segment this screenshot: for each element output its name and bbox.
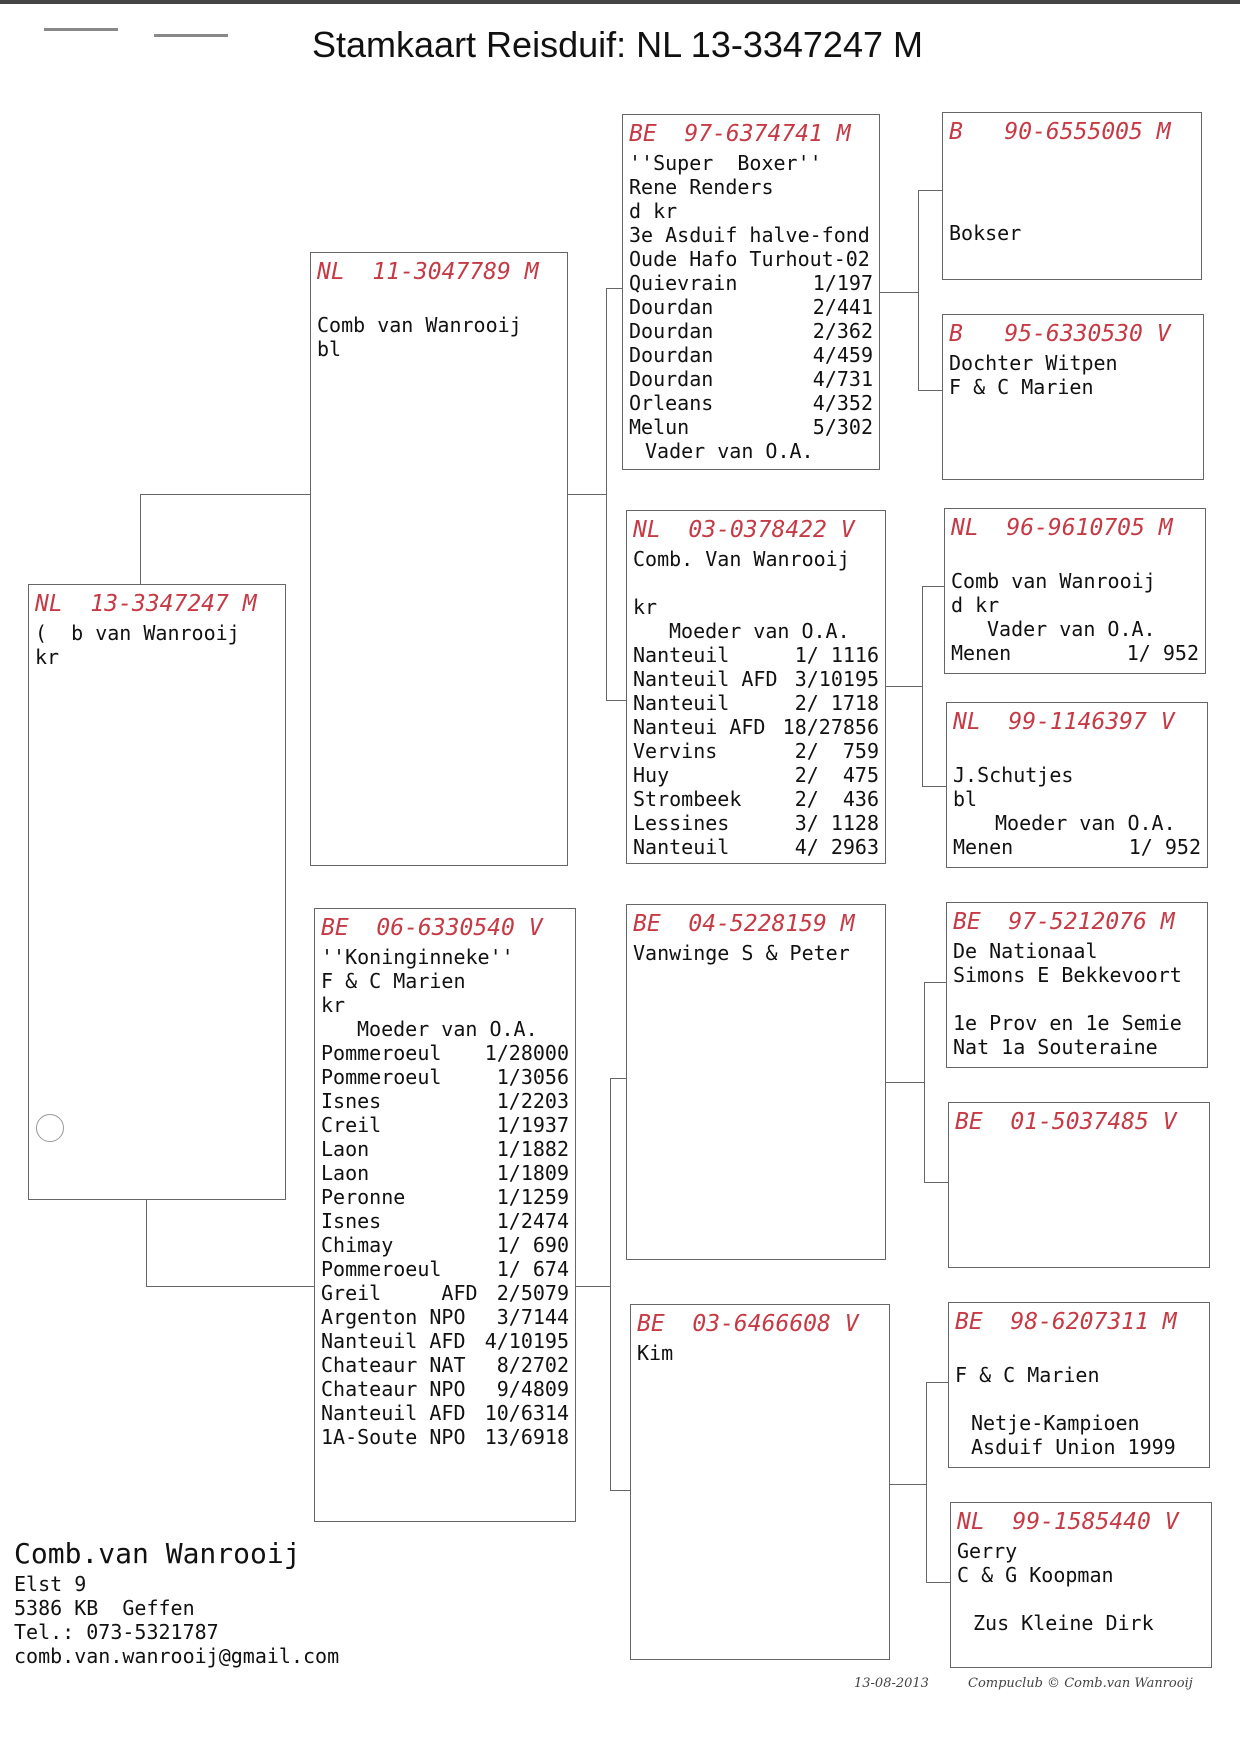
- result-row: [633, 787, 879, 811]
- pigeon-card-sd-sire: [944, 508, 1206, 674]
- result-position: 1/3056: [496, 1065, 569, 1089]
- info-line: Oude Hafo Turhout-02: [629, 247, 870, 271]
- info-line: 3e Asduif halve-fond: [629, 223, 870, 247]
- result-position: 3/7144: [496, 1305, 569, 1329]
- info-line: [949, 197, 1195, 221]
- ring-number: BE 06-6330540 V: [321, 915, 543, 941]
- connector: [576, 1286, 610, 1287]
- result-place: Huy: [633, 763, 670, 787]
- ring-number: B 90-6555005 M: [949, 119, 1171, 145]
- result-row: [633, 739, 879, 763]
- info-line: C & G Koopman: [957, 1563, 1114, 1587]
- result-position: 2/362: [812, 319, 873, 343]
- result-position: 18/27856: [782, 715, 879, 739]
- result-row: [321, 1161, 569, 1185]
- info-line: Nat 1a Souteraine: [953, 1035, 1158, 1059]
- info-line: d kr: [629, 199, 678, 223]
- result-row: [629, 343, 873, 367]
- info-line: ''Koninginneke'': [321, 945, 514, 969]
- ring-number: BE 04-5228159 M: [633, 911, 855, 937]
- info-line: Dochter Witpen: [949, 351, 1118, 375]
- scan-top-edge: [0, 0, 1240, 4]
- result-row: [951, 641, 1199, 665]
- info-line: [633, 571, 879, 595]
- result-position: 1/2474: [496, 1209, 569, 1233]
- connector: [924, 1182, 948, 1183]
- pigeon-card-ds-dam: [948, 1102, 1210, 1268]
- result-place: Creil: [321, 1113, 382, 1137]
- result-position: 10/6314: [484, 1401, 569, 1425]
- pigeon-card-dd-dam: [950, 1502, 1212, 1668]
- info-line: F & C Marien: [321, 969, 466, 993]
- result-row: [321, 1305, 569, 1329]
- ring-number: NL 03-0378422 V: [633, 517, 855, 543]
- result-place: Nanteuil AFD: [321, 1401, 466, 1425]
- info-line: [957, 1587, 1205, 1611]
- result-row: [629, 391, 873, 415]
- result-position: 1/ 952: [1126, 641, 1199, 665]
- result-place: Nanteuil: [633, 691, 730, 715]
- result-place: Laon: [321, 1137, 370, 1161]
- connector: [918, 190, 942, 191]
- note-line: Moeder van O.A.: [357, 1017, 538, 1041]
- connector: [926, 1582, 950, 1583]
- ring-number: NL 13-3347247 M: [35, 591, 257, 617]
- owner-name: Comb.van Wanrooij: [14, 1537, 301, 1570]
- info-line: bl: [317, 337, 342, 361]
- result-place: Pommeroeul: [321, 1065, 442, 1089]
- page-title: Stamkaart Reisduif: NL 13-3347247 M: [312, 24, 923, 65]
- info-line: kr: [35, 645, 60, 669]
- info-line: Rene Renders: [629, 175, 774, 199]
- owner-block: [14, 1536, 339, 1668]
- result-position: 4/459: [812, 343, 873, 367]
- result-position: 4/731: [812, 367, 873, 391]
- pigeon-card-subject: [28, 584, 286, 1200]
- info-line: Asduif Union 1999: [971, 1435, 1176, 1459]
- result-place: Chimay: [321, 1233, 394, 1257]
- result-place: Menen: [953, 835, 1014, 859]
- ring-number: BE 03-6466608 V: [637, 1311, 859, 1337]
- result-place: Nanteuil: [633, 835, 730, 859]
- info-line: Comb. Van Wanrooij: [633, 547, 850, 571]
- connector: [926, 1382, 948, 1383]
- pigeon-card-dd-sire: [948, 1302, 1210, 1468]
- connector: [886, 1082, 924, 1083]
- result-row: [629, 271, 873, 295]
- connector: [922, 586, 944, 587]
- info-line: [949, 173, 1195, 197]
- info-line: Kim: [637, 1341, 674, 1365]
- result-position: 1/ 1116: [794, 643, 879, 667]
- connector: [146, 1200, 147, 1286]
- info-line: Vanwinge S & Peter: [633, 941, 850, 965]
- result-row: [633, 643, 879, 667]
- info-line: [949, 149, 1195, 173]
- connector: [610, 1078, 626, 1079]
- info-line: F & C Marien: [949, 375, 1094, 399]
- info-line: Simons E Bekkevoort: [953, 963, 1182, 987]
- result-place: Orleans: [629, 391, 714, 415]
- result-position: 1/ 690: [496, 1233, 569, 1257]
- footer-credit: Compuclub © Comb.van Wanrooij: [968, 1676, 1193, 1691]
- info-line: Netje-Kampioen: [971, 1411, 1140, 1435]
- result-place: Chateaur NPO: [321, 1377, 466, 1401]
- result-position: 4/ 2963: [794, 835, 879, 859]
- info-line: [955, 1387, 1203, 1411]
- note-line: Vader van O.A.: [645, 439, 814, 463]
- info-line: kr: [321, 993, 346, 1017]
- ring-number: B 95-6330530 V: [949, 321, 1171, 347]
- result-place: Strombeek: [633, 787, 742, 811]
- result-position: 1/1937: [496, 1113, 569, 1137]
- result-row: [633, 835, 879, 859]
- result-row: [321, 1113, 569, 1137]
- result-place: Lessines: [633, 811, 730, 835]
- result-position: 1/1809: [496, 1161, 569, 1185]
- info-line: De Nationaal: [953, 939, 1098, 963]
- ring-number: BE 97-5212076 M: [953, 909, 1175, 935]
- result-place: Pommeroeul: [321, 1041, 442, 1065]
- result-position: 3/ 1128: [794, 811, 879, 835]
- result-place: Peronne: [321, 1185, 406, 1209]
- info-line: [951, 545, 1199, 569]
- connector: [922, 786, 946, 787]
- result-row: [633, 667, 879, 691]
- result-place: Chateaur NAT: [321, 1353, 466, 1377]
- ring-number: NL 99-1585440 V: [957, 1509, 1179, 1535]
- result-row: [629, 319, 873, 343]
- owner-street: Elst 9: [14, 1572, 87, 1596]
- result-position: 2/5079: [496, 1281, 569, 1305]
- result-position: 9/4809: [496, 1377, 569, 1401]
- connector: [890, 1484, 926, 1485]
- ring-number: NL 96-9610705 M: [951, 515, 1173, 541]
- result-place: Nanteuil: [633, 643, 730, 667]
- pigeon-card-dam-sire: [626, 904, 886, 1260]
- result-place: Dourdan: [629, 367, 714, 391]
- info-line: J.Schutjes: [953, 763, 1074, 787]
- result-position: 2/ 436: [794, 787, 879, 811]
- result-row: [321, 1401, 569, 1425]
- result-position: 4/352: [812, 391, 873, 415]
- info-line: [955, 1339, 1203, 1363]
- result-row: [321, 1185, 569, 1209]
- result-row: [633, 811, 879, 835]
- connector: [140, 494, 310, 495]
- result-position: 1/ 674: [496, 1257, 569, 1281]
- pigeon-card-dam: [314, 908, 576, 1522]
- info-line: [317, 289, 561, 313]
- info-line: Bokser: [949, 221, 1022, 245]
- info-line: Comb van Wanrooij: [951, 569, 1156, 593]
- connector: [610, 1078, 611, 1490]
- info-line: 1e Prov en 1e Semie: [953, 1011, 1182, 1035]
- result-place: Pommeroeul: [321, 1257, 442, 1281]
- connector: [146, 1286, 314, 1287]
- pigeon-card-ss-dam: [942, 314, 1204, 480]
- print-date: 13-08-2013: [854, 1676, 929, 1691]
- connector: [606, 288, 622, 289]
- ring-number: NL 11-3047789 M: [317, 259, 539, 285]
- connector: [606, 288, 607, 700]
- connector: [924, 982, 925, 1182]
- connector: [610, 1490, 630, 1491]
- result-position: 1/2203: [496, 1089, 569, 1113]
- connector: [140, 494, 141, 584]
- result-place: Dourdan: [629, 319, 714, 343]
- result-place: Menen: [951, 641, 1012, 665]
- result-position: 13/6918: [484, 1425, 569, 1449]
- info-line: kr: [633, 595, 658, 619]
- result-row: [321, 1233, 569, 1257]
- connector: [880, 292, 918, 293]
- result-row: [321, 1089, 569, 1113]
- result-place: Nanteui AFD: [633, 715, 766, 739]
- pigeon-card-sire-dam: [626, 510, 886, 864]
- ring-number: BE 97-6374741 M: [629, 121, 851, 147]
- result-row: [321, 1209, 569, 1233]
- result-row: [629, 367, 873, 391]
- result-row: [321, 1041, 569, 1065]
- connector: [922, 586, 923, 786]
- result-row: [633, 715, 879, 739]
- result-row: [629, 295, 873, 319]
- result-row: [633, 763, 879, 787]
- ring-number: NL 99-1146397 V: [953, 709, 1175, 735]
- result-position: 1/28000: [484, 1041, 569, 1065]
- info-line: [953, 739, 1201, 763]
- result-position: 1/ 952: [1128, 835, 1201, 859]
- pigeon-card-sire-sire: [622, 114, 880, 470]
- result-row: [321, 1329, 569, 1353]
- connector: [606, 700, 626, 701]
- ring-number: BE 98-6207311 M: [955, 1309, 1177, 1335]
- owner-phone: Tel.: 073-5321787: [14, 1620, 219, 1644]
- result-place: Vervins: [633, 739, 718, 763]
- owner-email: comb.van.wanrooij@gmail.com: [14, 1644, 340, 1668]
- result-position: 3/10195: [794, 667, 879, 691]
- result-place: Laon: [321, 1161, 370, 1185]
- info-line: d kr: [951, 593, 1000, 617]
- result-position: 2/ 759: [794, 739, 879, 763]
- result-row: [321, 1425, 569, 1449]
- info-line: Zus Kleine Dirk: [973, 1611, 1154, 1635]
- info-line: ''Super Boxer'': [629, 151, 822, 175]
- result-position: 1/1259: [496, 1185, 569, 1209]
- connector: [926, 1382, 927, 1582]
- note-line: Moeder van O.A.: [669, 619, 850, 643]
- connector: [568, 494, 606, 495]
- result-position: 2/ 1718: [794, 691, 879, 715]
- ring-number: BE 01-5037485 V: [955, 1109, 1177, 1135]
- info-line: F & C Marien: [955, 1363, 1100, 1387]
- info-line: Gerry: [957, 1539, 1018, 1563]
- result-position: 1/197: [812, 271, 873, 295]
- note-line: Vader van O.A.: [987, 617, 1156, 641]
- result-position: 2/ 475: [794, 763, 879, 787]
- result-row: [629, 415, 873, 439]
- result-position: 8/2702: [496, 1353, 569, 1377]
- pigeon-card-dam-dam: [630, 1304, 890, 1660]
- pigeon-card-sd-dam: [946, 702, 1208, 868]
- pigeon-card-sire: [310, 252, 568, 866]
- result-position: 1/1882: [496, 1137, 569, 1161]
- result-position: 5/302: [812, 415, 873, 439]
- info-line: [953, 987, 1201, 1011]
- owner-city: 5386 KB Geffen: [14, 1596, 195, 1620]
- result-row: [633, 691, 879, 715]
- scan-mark: [44, 28, 118, 31]
- result-position: 4/10195: [484, 1329, 569, 1353]
- connector: [924, 982, 946, 983]
- result-place: Greil AFD: [321, 1281, 478, 1305]
- result-place: Dourdan: [629, 295, 714, 319]
- result-row: [321, 1257, 569, 1281]
- result-place: Isnes: [321, 1209, 382, 1233]
- connector: [918, 390, 942, 391]
- result-place: Argenton NPO: [321, 1305, 466, 1329]
- result-place: Isnes: [321, 1089, 382, 1113]
- result-row: [953, 835, 1201, 859]
- result-position: 2/441: [812, 295, 873, 319]
- result-row: [321, 1281, 569, 1305]
- info-line: bl: [953, 787, 978, 811]
- connector: [918, 190, 919, 390]
- result-place: 1A-Soute NPO: [321, 1425, 466, 1449]
- pigeon-card-ss-sire: [942, 112, 1202, 280]
- result-row: [321, 1377, 569, 1401]
- result-place: Nanteuil AFD: [321, 1329, 466, 1353]
- result-row: [321, 1065, 569, 1089]
- note-line: Moeder van O.A.: [995, 811, 1176, 835]
- result-row: [321, 1137, 569, 1161]
- punch-hole: [36, 1114, 64, 1142]
- result-place: Dourdan: [629, 343, 714, 367]
- result-place: Melun: [629, 415, 690, 439]
- scan-mark: [154, 34, 228, 37]
- connector: [886, 686, 922, 687]
- pigeon-card-ds-sire: [946, 902, 1208, 1068]
- info-line: Comb van Wanrooij: [317, 313, 522, 337]
- result-place: Quievrain: [629, 271, 738, 295]
- info-line: ( b van Wanrooij: [35, 621, 240, 645]
- result-place: Nanteuil AFD: [633, 667, 778, 691]
- result-row: [321, 1353, 569, 1377]
